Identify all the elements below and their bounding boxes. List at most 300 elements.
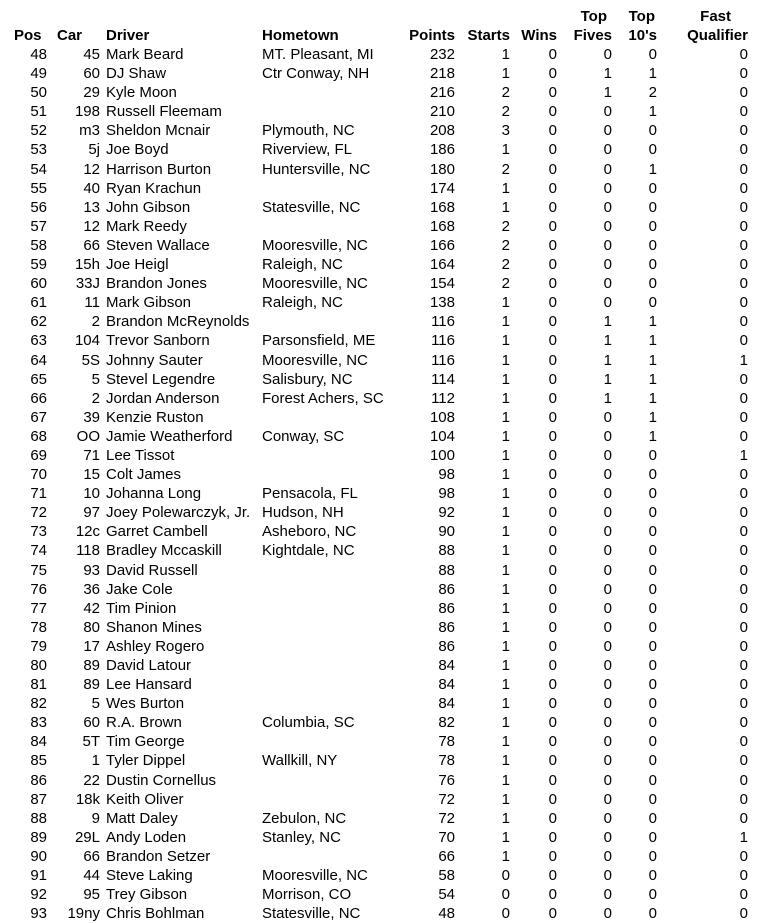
points-cell: 168	[429, 217, 455, 235]
pos-cell: 52	[30, 122, 47, 140]
fast-qualifier-cell: 0	[739, 275, 748, 293]
top-tens-cell: 0	[648, 867, 657, 885]
table-row	[0, 102, 748, 121]
pos-cell: 93	[30, 905, 47, 923]
points-cell: 88	[438, 542, 455, 560]
table-row	[0, 675, 748, 694]
fast-qualifier-cell: 0	[739, 733, 748, 751]
pos-cell: 92	[30, 886, 47, 904]
driver-cell: Mark Reedy	[106, 217, 187, 235]
starts-cell: 1	[501, 351, 510, 369]
fast-qualifier-cell: 1	[739, 351, 748, 369]
car-number-cell: 44	[83, 867, 100, 885]
car-number-cell: 42	[83, 599, 100, 617]
fast-qualifier-cell: 0	[739, 657, 748, 674]
driver-cell: Trey Gibson	[106, 886, 188, 904]
driver-cell: Joe Boyd	[106, 141, 169, 159]
starts-cell: 1	[501, 179, 510, 197]
points-cell: 86	[438, 599, 455, 617]
fast-qualifier-cell: 0	[739, 46, 748, 63]
top-tens-cell: 0	[648, 809, 657, 827]
points-cell: 92	[438, 504, 455, 522]
points-cell: 100	[429, 446, 455, 464]
top-tens-cell: 1	[648, 65, 657, 83]
top-fives-cell: 0	[603, 714, 612, 732]
col-header-top-fives-line1: Top	[580, 8, 607, 25]
top-fives-cell: 0	[603, 733, 612, 751]
fast-qualifier-cell: 0	[739, 217, 748, 235]
top-tens-cell: 0	[648, 618, 657, 636]
points-cell: 48	[438, 905, 455, 923]
wins-cell: 0	[548, 84, 557, 102]
top-fives-cell: 0	[603, 618, 612, 636]
top-fives-cell: 0	[603, 504, 612, 522]
driver-cell: Bradley Mccaskill	[106, 542, 222, 560]
points-cell: 138	[429, 294, 455, 312]
top-tens-cell: 0	[648, 446, 657, 464]
top-tens-cell: 0	[648, 466, 657, 484]
top-tens-cell: 1	[648, 408, 657, 426]
driver-cell: Trevor Sanborn	[106, 332, 210, 350]
starts-cell: 1	[501, 771, 510, 789]
car-number-cell: 89	[83, 676, 100, 694]
car-number-cell: 5	[91, 370, 100, 388]
fast-qualifier-cell: 0	[739, 676, 748, 694]
hometown-cell: Ctr Conway, NH	[262, 65, 370, 83]
driver-cell: Lee Hansard	[106, 676, 192, 694]
car-number-cell: 39	[83, 408, 100, 426]
points-cell: 54	[438, 886, 455, 904]
fast-qualifier-cell: 0	[739, 905, 748, 923]
top-tens-cell: 0	[648, 657, 657, 674]
starts-cell: 2	[501, 256, 510, 274]
hometown-cell	[260, 217, 405, 236]
car-number-cell: 80	[83, 618, 100, 636]
pos-cell: 71	[30, 485, 47, 503]
wins-cell: 0	[548, 466, 557, 484]
wins-cell: 0	[548, 236, 557, 254]
wins-cell: 0	[548, 256, 557, 274]
fast-qualifier-cell: 0	[739, 599, 748, 617]
points-cell: 86	[438, 637, 455, 655]
wins-cell: 0	[548, 332, 557, 350]
hometown-cell: Kightdale, NC	[262, 542, 355, 560]
top-fives-cell: 1	[603, 332, 612, 350]
wins-cell: 0	[548, 790, 557, 808]
fast-qualifier-cell: 0	[739, 580, 748, 598]
car-number-cell: 12	[83, 217, 100, 235]
car-number-cell: 66	[83, 847, 100, 865]
starts-cell: 1	[501, 427, 510, 445]
table-row	[0, 160, 748, 179]
car-number-cell: 22	[83, 771, 100, 789]
hometown-cell: Salisbury, NC	[262, 370, 353, 388]
starts-cell: 1	[501, 809, 510, 827]
top-tens-cell: 0	[648, 504, 657, 522]
starts-cell: 2	[501, 236, 510, 254]
pos-cell: 87	[30, 790, 47, 808]
wins-cell: 0	[548, 485, 557, 503]
pos-cell: 62	[30, 313, 47, 331]
wins-cell: 0	[548, 504, 557, 522]
table-row	[0, 656, 748, 675]
hometown-cell	[260, 179, 405, 198]
fast-qualifier-cell: 0	[739, 752, 748, 770]
top-tens-cell: 0	[648, 542, 657, 560]
pos-cell: 68	[30, 427, 47, 445]
fast-qualifier-cell: 1	[739, 828, 748, 846]
starts-cell: 1	[501, 828, 510, 846]
top-tens-cell: 0	[648, 122, 657, 140]
fast-qualifier-cell: 0	[739, 523, 748, 541]
wins-cell: 0	[548, 389, 557, 407]
pos-cell: 54	[30, 160, 47, 178]
top-tens-cell: 0	[648, 294, 657, 312]
starts-cell: 1	[501, 542, 510, 560]
top-fives-cell: 1	[603, 65, 612, 83]
header-spacer	[0, 7, 47, 26]
fast-qualifier-cell: 0	[739, 408, 748, 426]
fast-qualifier-cell: 0	[739, 485, 748, 503]
points-cell: 78	[438, 752, 455, 770]
top-fives-cell: 0	[603, 905, 612, 923]
fast-qualifier-cell: 0	[739, 370, 748, 388]
table-row	[0, 751, 748, 770]
fast-qualifier-cell: 0	[739, 160, 748, 178]
starts-cell: 1	[501, 618, 510, 636]
pos-cell: 70	[30, 466, 47, 484]
wins-cell: 0	[548, 446, 557, 464]
table-row	[0, 904, 748, 923]
wins-cell: 0	[548, 828, 557, 846]
top-tens-cell: 0	[648, 847, 657, 865]
top-tens-cell: 0	[648, 275, 657, 293]
points-cell: 210	[429, 103, 455, 121]
col-header-top-tens-line1: Top	[628, 8, 655, 25]
top-tens-cell: 0	[648, 828, 657, 846]
table-row	[0, 790, 748, 809]
starts-cell: 1	[501, 294, 510, 312]
wins-cell: 0	[548, 886, 557, 904]
car-number-cell: 66	[83, 236, 100, 254]
wins-cell: 0	[548, 752, 557, 770]
header-spacer	[405, 7, 455, 26]
header-spacer	[455, 7, 510, 26]
top-tens-cell: 0	[648, 485, 657, 503]
hometown-cell	[260, 771, 405, 790]
top-tens-cell: 0	[648, 733, 657, 751]
hometown-cell: Statesville, NC	[262, 905, 361, 923]
wins-cell: 0	[548, 523, 557, 541]
table-row	[0, 331, 748, 350]
fast-qualifier-cell: 0	[739, 809, 748, 827]
driver-cell: Steve Laking	[106, 867, 193, 885]
table-row	[0, 83, 748, 102]
starts-cell: 1	[501, 446, 510, 464]
top-fives-cell: 0	[603, 275, 612, 293]
table-row	[0, 293, 748, 312]
wins-cell: 0	[548, 599, 557, 617]
points-cell: 114	[431, 370, 455, 388]
wins-cell: 0	[548, 771, 557, 789]
top-tens-cell: 0	[648, 599, 657, 617]
points-cell: 108	[429, 408, 455, 426]
top-fives-cell: 1	[603, 313, 612, 331]
points-cell: 154	[429, 275, 455, 293]
points-cell: 164	[429, 256, 455, 274]
col-header-fast-qualifier-line1: Fast	[700, 8, 731, 25]
hometown-cell	[260, 732, 405, 751]
top-tens-cell: 1	[648, 332, 657, 350]
points-cell: 84	[438, 695, 455, 713]
top-tens-cell: 1	[648, 427, 657, 445]
starts-cell: 1	[501, 657, 510, 674]
top-tens-cell: 2	[648, 84, 657, 102]
car-number-cell: 12	[83, 160, 100, 178]
wins-cell: 0	[548, 542, 557, 560]
top-tens-cell: 0	[648, 771, 657, 789]
top-fives-cell: 0	[603, 256, 612, 274]
points-cell: 88	[438, 561, 455, 579]
hometown-cell	[260, 408, 405, 427]
table-row	[0, 351, 748, 370]
top-tens-cell: 0	[648, 676, 657, 694]
starts-cell: 1	[501, 141, 510, 159]
pos-cell: 56	[30, 198, 47, 216]
pos-cell: 85	[30, 752, 47, 770]
top-tens-cell: 0	[648, 886, 657, 904]
car-number-cell: 89	[83, 657, 100, 674]
hometown-cell: Raleigh, NC	[262, 294, 343, 312]
driver-cell: Dustin Cornellus	[106, 771, 217, 789]
starts-cell: 1	[501, 599, 510, 617]
driver-cell: Wes Burton	[106, 695, 185, 713]
top-fives-cell: 1	[603, 351, 612, 369]
fast-qualifier-cell: 0	[739, 103, 748, 121]
header-spacer	[260, 7, 405, 26]
col-header-wins: Wins	[521, 27, 557, 44]
starts-cell: 1	[501, 504, 510, 522]
fast-qualifier-cell: 0	[739, 84, 748, 102]
top-tens-cell: 1	[648, 103, 657, 121]
driver-cell: Chris Bohlman	[106, 905, 205, 923]
points-cell: 232	[429, 46, 455, 63]
top-fives-cell: 0	[603, 867, 612, 885]
pos-cell: 88	[30, 809, 47, 827]
pos-cell: 48	[30, 46, 47, 63]
driver-cell: Ryan Krachun	[106, 179, 202, 197]
points-cell: 90	[438, 523, 455, 541]
col-header-points: Points	[409, 27, 455, 44]
car-number-cell: 19ny	[67, 905, 100, 923]
car-number-cell: 33J	[75, 275, 100, 293]
header-spacer	[510, 7, 557, 26]
header-row-main	[0, 26, 748, 45]
car-number-cell: 36	[83, 580, 100, 598]
driver-cell: DJ Shaw	[106, 65, 167, 83]
car-number-cell: 11	[84, 294, 100, 312]
starts-cell: 1	[501, 733, 510, 751]
top-fives-cell: 0	[603, 217, 612, 235]
driver-cell: Mark Gibson	[106, 294, 192, 312]
car-number-cell: 2	[91, 389, 100, 407]
driver-cell: Jordan Anderson	[106, 389, 220, 407]
hometown-cell	[260, 656, 405, 675]
driver-cell: Joey Polewarczyk, Jr.	[106, 504, 251, 522]
pos-cell: 65	[30, 370, 47, 388]
car-number-cell: 10	[83, 485, 100, 503]
fast-qualifier-cell: 0	[739, 332, 748, 350]
hometown-cell: Mooresville, NC	[262, 351, 368, 369]
fast-qualifier-cell: 0	[739, 179, 748, 197]
wins-cell: 0	[548, 809, 557, 827]
car-number-cell: 45	[83, 46, 100, 63]
fast-qualifier-cell: 0	[739, 122, 748, 140]
top-fives-cell: 0	[603, 103, 612, 121]
wins-cell: 0	[548, 408, 557, 426]
table-row	[0, 408, 748, 427]
top-fives-cell: 0	[603, 523, 612, 541]
wins-cell: 0	[548, 676, 557, 694]
hometown-cell: Huntersville, NC	[262, 160, 371, 178]
points-cell: 76	[438, 771, 455, 789]
top-tens-cell: 0	[648, 637, 657, 655]
pos-cell: 77	[30, 599, 47, 617]
top-tens-cell: 0	[648, 790, 657, 808]
fast-qualifier-cell: 0	[739, 790, 748, 808]
top-tens-cell: 1	[648, 389, 657, 407]
top-fives-cell: 0	[603, 847, 612, 865]
hometown-cell: Mooresville, NC	[262, 867, 368, 885]
table-row	[0, 236, 748, 255]
wins-cell: 0	[548, 294, 557, 312]
top-fives-cell: 0	[603, 160, 612, 178]
fast-qualifier-cell: 0	[739, 504, 748, 522]
fast-qualifier-cell: 0	[739, 561, 748, 579]
top-fives-cell: 0	[603, 485, 612, 503]
driver-cell: Matt Daley	[106, 809, 178, 827]
starts-cell: 1	[501, 714, 510, 732]
car-number-cell: 104	[74, 332, 100, 350]
hometown-cell	[260, 312, 405, 331]
starts-cell: 0	[501, 905, 510, 923]
fast-qualifier-cell: 0	[739, 427, 748, 445]
driver-cell: Ashley Rogero	[106, 637, 205, 655]
pos-cell: 64	[30, 351, 47, 369]
pos-cell: 61	[30, 294, 47, 312]
points-cell: 168	[429, 198, 455, 216]
driver-cell: Jamie Weatherford	[106, 427, 233, 445]
wins-cell: 0	[548, 714, 557, 732]
car-number-cell: 17	[83, 637, 100, 655]
wins-cell: 0	[548, 351, 557, 369]
table-row	[0, 599, 748, 618]
hometown-cell: Wallkill, NY	[262, 752, 338, 770]
points-cell: 84	[438, 657, 455, 674]
hometown-cell: Forest Achers, SC	[262, 389, 384, 407]
col-header-car: Car	[57, 27, 83, 44]
pos-cell: 89	[30, 828, 47, 846]
hometown-cell: Conway, SC	[262, 427, 345, 445]
top-fives-cell: 0	[603, 179, 612, 197]
driver-cell: Tim Pinion	[106, 599, 177, 617]
col-header-pos: Pos	[14, 27, 42, 44]
driver-cell: Keith Oliver	[106, 790, 184, 808]
pos-cell: 58	[30, 236, 47, 254]
driver-cell: R.A. Brown	[106, 714, 182, 732]
driver-cell: Shanon Mines	[106, 618, 202, 636]
car-number-cell: 118	[76, 542, 100, 560]
starts-cell: 1	[501, 485, 510, 503]
starts-cell: 1	[501, 313, 510, 331]
car-number-cell: 97	[83, 504, 100, 522]
hometown-cell: Riverview, FL	[262, 141, 353, 159]
table-row	[0, 885, 748, 904]
points-cell: 112	[431, 389, 455, 407]
points-cell: 218	[429, 65, 455, 83]
hometown-cell	[260, 561, 405, 580]
points-cell: 86	[438, 580, 455, 598]
top-fives-cell: 0	[603, 771, 612, 789]
hometown-cell	[260, 83, 405, 102]
car-number-cell: 60	[83, 65, 100, 83]
top-tens-cell: 0	[648, 236, 657, 254]
hometown-cell: Parsonsfield, ME	[262, 332, 376, 350]
wins-cell: 0	[548, 733, 557, 751]
car-number-cell: 5T	[82, 733, 100, 751]
starts-cell: 1	[501, 198, 510, 216]
table-row	[0, 541, 748, 560]
table-row	[0, 446, 748, 465]
points-cell: 98	[438, 466, 455, 484]
table-body	[0, 45, 748, 923]
starts-cell: 1	[501, 408, 510, 426]
car-number-cell: 1	[91, 752, 100, 770]
top-tens-cell: 0	[648, 752, 657, 770]
points-cell: 82	[438, 714, 455, 732]
car-number-cell: m3	[79, 122, 100, 140]
table-row	[0, 217, 748, 236]
wins-cell: 0	[548, 217, 557, 235]
pos-cell: 73	[30, 523, 47, 541]
points-cell: 86	[438, 618, 455, 636]
points-cell: 84	[438, 676, 455, 694]
top-tens-cell: 0	[648, 256, 657, 274]
driver-cell: Sheldon Mcnair	[106, 122, 211, 140]
top-fives-cell: 0	[603, 561, 612, 579]
car-number-cell: 5S	[81, 351, 100, 369]
wins-cell: 0	[548, 847, 557, 865]
fast-qualifier-cell: 1	[739, 446, 748, 464]
top-tens-cell: 0	[648, 523, 657, 541]
points-cell: 166	[429, 236, 455, 254]
starts-cell: 3	[501, 122, 510, 140]
starts-cell: 1	[501, 46, 510, 63]
hometown-cell	[260, 599, 405, 618]
starts-cell: 1	[501, 637, 510, 655]
pos-cell: 69	[30, 446, 47, 464]
fast-qualifier-cell: 0	[739, 256, 748, 274]
wins-cell: 0	[548, 657, 557, 674]
table-row	[0, 140, 748, 159]
driver-cell: Tyler Dippel	[106, 752, 186, 770]
car-number-cell: OO	[76, 427, 100, 445]
table-row	[0, 198, 748, 217]
pos-cell: 84	[30, 733, 47, 751]
car-number-cell: 5j	[88, 141, 100, 159]
car-number-cell: 15	[83, 466, 100, 484]
points-cell: 98	[438, 485, 455, 503]
